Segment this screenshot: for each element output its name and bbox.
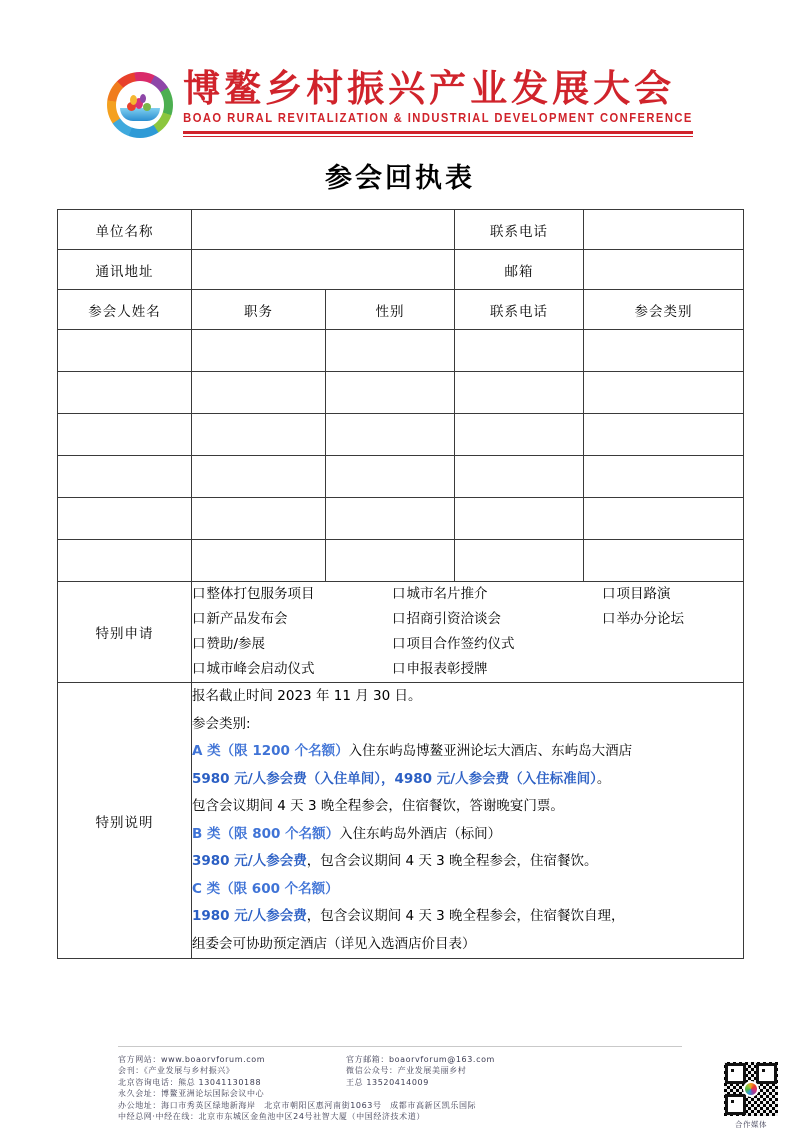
special-notes-row xyxy=(58,683,744,959)
checkbox-option-project-roadshow[interactable] xyxy=(602,582,743,607)
cell-gender[interactable] xyxy=(326,456,455,498)
footer-line xyxy=(118,1111,798,1122)
cell-phone[interactable] xyxy=(455,372,584,414)
cell-phone[interactable] xyxy=(455,456,584,498)
logo-title-cn: 博鳌乡村振兴产业发展大会 xyxy=(183,67,676,110)
checkbox-option-city-summit-launch[interactable] xyxy=(192,657,392,682)
checkbox-glyph: 口 xyxy=(192,611,206,627)
logo-produce-shapes xyxy=(127,93,153,111)
footer-line xyxy=(118,1100,798,1111)
table-row xyxy=(58,210,744,250)
category-b-badge: B 类（限 800 个名额） xyxy=(192,825,340,842)
footer-line xyxy=(118,1054,798,1065)
note-category-c-title xyxy=(192,876,743,904)
checkbox-group-row xyxy=(192,632,743,657)
checkbox-glyph: 口 xyxy=(392,661,406,677)
header-rule-thin xyxy=(183,136,693,137)
category-b-price: 3980 元/人参会费 xyxy=(192,853,307,869)
checkbox-group-row xyxy=(192,657,743,682)
cell-attendee-name[interactable] xyxy=(58,456,192,498)
note-category-b-price xyxy=(192,848,743,876)
footer-office-address: 办公地址：海口市秀英区绿地新海岸 北京市朝阳区惠河南街1063号 成都市高新区凯乐国际 xyxy=(118,1100,477,1110)
cell-category[interactable] xyxy=(584,498,744,540)
header-rule-thick xyxy=(183,131,693,134)
table-row xyxy=(58,250,744,290)
cell-gender[interactable] xyxy=(326,540,455,582)
cell-category[interactable] xyxy=(584,456,744,498)
footer-journal: 会刊：《产业发展与乡村振兴》 xyxy=(118,1066,235,1076)
cell-position[interactable] xyxy=(192,330,326,372)
special-notes-content xyxy=(192,683,744,959)
note-deadline: 报名截止时间 2023 年 11 月 30 日。 xyxy=(192,688,422,704)
checkbox-glyph: 口 xyxy=(192,661,206,677)
category-c-price: 1980 元/人参会费 xyxy=(192,908,307,924)
cell-attendee-name[interactable] xyxy=(58,330,192,372)
cell-gender[interactable] xyxy=(326,414,455,456)
cell-position[interactable] xyxy=(192,498,326,540)
cell-gender[interactable] xyxy=(326,498,455,540)
cell-position[interactable] xyxy=(192,414,326,456)
logo-wordmark xyxy=(183,68,693,137)
table-row xyxy=(58,456,744,498)
cell-phone[interactable] xyxy=(455,498,584,540)
registration-form-table xyxy=(57,209,744,959)
cell-category[interactable] xyxy=(584,372,744,414)
table-row xyxy=(58,414,744,456)
category-a-price: 5980 元/人参会费（入住单间），4980 元/人参会费（入住标准间） xyxy=(192,770,597,787)
boao-conference-logo-icon xyxy=(107,72,173,138)
checkbox-option-signing-ceremony[interactable] xyxy=(392,632,602,657)
cell-phone[interactable] xyxy=(455,540,584,582)
label-special-application: 特别申请 xyxy=(58,582,192,683)
checkbox-label: 新产品发布会 xyxy=(206,611,288,627)
field-mailing-address[interactable] xyxy=(192,250,455,290)
column-header-category: 参会类别 xyxy=(584,290,744,330)
checkbox-glyph: 口 xyxy=(392,586,406,602)
checkbox-label: 招商引资洽谈会 xyxy=(406,611,501,627)
registration-form-table-wrapper xyxy=(57,209,743,959)
cell-attendee-name[interactable] xyxy=(58,540,192,582)
table-header-row xyxy=(58,290,744,330)
checkbox-glyph: 口 xyxy=(392,611,406,627)
checkbox-option-package-service[interactable] xyxy=(192,582,392,607)
category-b-hotels: 入住东屿岛外酒店（标间） xyxy=(339,825,502,842)
field-contact-phone-1[interactable] xyxy=(584,210,744,250)
table-row xyxy=(58,372,744,414)
cell-attendee-name[interactable] xyxy=(58,372,192,414)
cell-position[interactable] xyxy=(192,456,326,498)
qr-center-logo-icon xyxy=(743,1081,759,1097)
checkbox-label: 城市名片推介 xyxy=(406,586,488,602)
label-email: 邮箱 xyxy=(455,250,584,290)
logo-title-en: BOAO RURAL REVITALIZATION & INDUSTRIAL DEVELOPMENT CONFERENCE xyxy=(183,111,693,126)
cell-phone[interactable] xyxy=(455,414,584,456)
cell-attendee-name[interactable] xyxy=(58,414,192,456)
label-contact-phone-1: 联系电话 xyxy=(455,210,584,250)
note-category-b-title xyxy=(192,821,743,849)
note-category-a-price xyxy=(192,766,743,794)
category-b-price-rest: ，包含会议期间 4 天 3 晚全程参会，住宿餐饮。 xyxy=(306,853,598,869)
cell-gender[interactable] xyxy=(326,372,455,414)
cell-attendee-name[interactable] xyxy=(58,498,192,540)
document-header xyxy=(0,68,800,146)
checkbox-option-sponsorship-exhibit[interactable] xyxy=(192,632,392,657)
checkbox-label: 举办分论坛 xyxy=(616,611,684,627)
qr-code-icon[interactable] xyxy=(724,1062,778,1116)
checkbox-label: 赞助/参展 xyxy=(206,636,266,652)
note-category-a-title xyxy=(192,738,743,766)
footer-phone-xiong: 北京咨询电话：熊总 13041130188 xyxy=(118,1077,262,1087)
footer-contact-info xyxy=(118,1054,798,1122)
checkbox-option-investment-talks[interactable] xyxy=(392,607,602,632)
qr-finder-bottom-left xyxy=(725,1094,746,1115)
checkbox-option-product-launch[interactable] xyxy=(192,607,392,632)
table-row xyxy=(58,498,744,540)
footer-phone-wang: 王总 13520414009 xyxy=(346,1077,429,1087)
category-a-price-end: 。 xyxy=(596,770,611,787)
cell-category[interactable] xyxy=(584,330,744,372)
note-category-heading: 参会类别: xyxy=(192,715,251,732)
footer-email: 官方邮箱：boaorvforum@163.com xyxy=(346,1055,495,1064)
column-header-position: 职务 xyxy=(192,290,326,330)
qr-caption: 合作媒体 xyxy=(735,1120,767,1129)
label-special-notes: 特别说明 xyxy=(58,683,192,959)
footer-line xyxy=(118,1088,798,1099)
table-row xyxy=(58,330,744,372)
qr-finder-top-right xyxy=(756,1063,777,1084)
checkbox-group-row xyxy=(192,607,743,632)
field-company-name[interactable] xyxy=(192,210,455,250)
checkbox-glyph: 口 xyxy=(192,636,206,652)
column-header-gender: 性别 xyxy=(326,290,455,330)
table-row xyxy=(58,540,744,582)
checkbox-label: 整体打包服务项目 xyxy=(206,586,315,602)
footer-line xyxy=(118,1077,798,1088)
cell-phone[interactable] xyxy=(455,330,584,372)
qr-finder-top-left xyxy=(725,1063,746,1084)
note-category-c-price xyxy=(192,903,743,931)
note-category-a-includes: 包含会议期间 4 天 3 晚全程参会，住宿餐饮，答谢晚宴门票。 xyxy=(192,798,564,814)
label-mailing-address: 通讯地址 xyxy=(58,250,192,290)
checkbox-option-city-promotion[interactable] xyxy=(392,582,602,607)
footer-website: 官方网站：www.boaorvforum.com xyxy=(118,1055,266,1064)
footer-zhongjing-address: 中经总网·中经在线：北京市东城区金鱼池中区24号社智大厦（中国经济技术道） xyxy=(118,1112,425,1122)
footer-divider xyxy=(118,1046,682,1047)
column-header-attendee-name: 参会人姓名 xyxy=(58,290,192,330)
checkbox-glyph: 口 xyxy=(602,586,616,602)
checkbox-glyph: 口 xyxy=(602,611,616,627)
cell-gender[interactable] xyxy=(326,330,455,372)
footer-wechat: 微信公众号：产业发展美丽乡村 xyxy=(346,1066,467,1076)
cell-category[interactable] xyxy=(584,540,744,582)
cell-category[interactable] xyxy=(584,414,744,456)
cell-position[interactable] xyxy=(192,540,326,582)
column-header-phone: 联系电话 xyxy=(455,290,584,330)
cell-position[interactable] xyxy=(192,372,326,414)
category-a-badge: A 类（限 1200 个名额） xyxy=(192,743,349,759)
footer-content xyxy=(118,1054,798,1129)
checkbox-label: 项目路演 xyxy=(616,586,671,602)
checkbox-option-sub-forum[interactable] xyxy=(602,607,743,632)
checkbox-label: 项目合作签约仪式 xyxy=(406,636,515,652)
field-email[interactable] xyxy=(584,250,744,290)
footer-permanent-venue: 永久会址：博鳌亚洲论坛国际会议中心 xyxy=(118,1089,265,1099)
checkbox-glyph: 口 xyxy=(192,586,206,602)
qr-code-block xyxy=(720,1062,782,1130)
label-company-name: 单位名称 xyxy=(58,210,192,250)
category-c-badge: C 类（限 600 个名额） xyxy=(192,880,339,897)
footer-line xyxy=(118,1065,798,1076)
special-application-row xyxy=(58,582,744,683)
checkbox-group-row xyxy=(192,582,743,607)
note-hotel-booking: 组委会可协助预定酒店（详见入选酒店价目表） xyxy=(192,935,476,952)
special-application-options xyxy=(192,582,744,683)
category-c-price-rest: ，包含会议期间 4 天 3 晚全程参会，住宿餐饮自理， xyxy=(306,908,625,924)
checkbox-option-award-plaque[interactable] xyxy=(392,657,602,682)
checkbox-label: 申报表彰授牌 xyxy=(406,661,488,677)
checkbox-glyph: 口 xyxy=(392,636,406,652)
category-a-hotels: 入住东屿岛博鳌亚洲论坛大酒店、东屿岛大酒店 xyxy=(348,743,633,759)
page-title: 参会回执表 xyxy=(325,163,475,194)
checkbox-label: 城市峰会启动仪式 xyxy=(206,661,315,677)
document-footer xyxy=(0,1046,800,1132)
